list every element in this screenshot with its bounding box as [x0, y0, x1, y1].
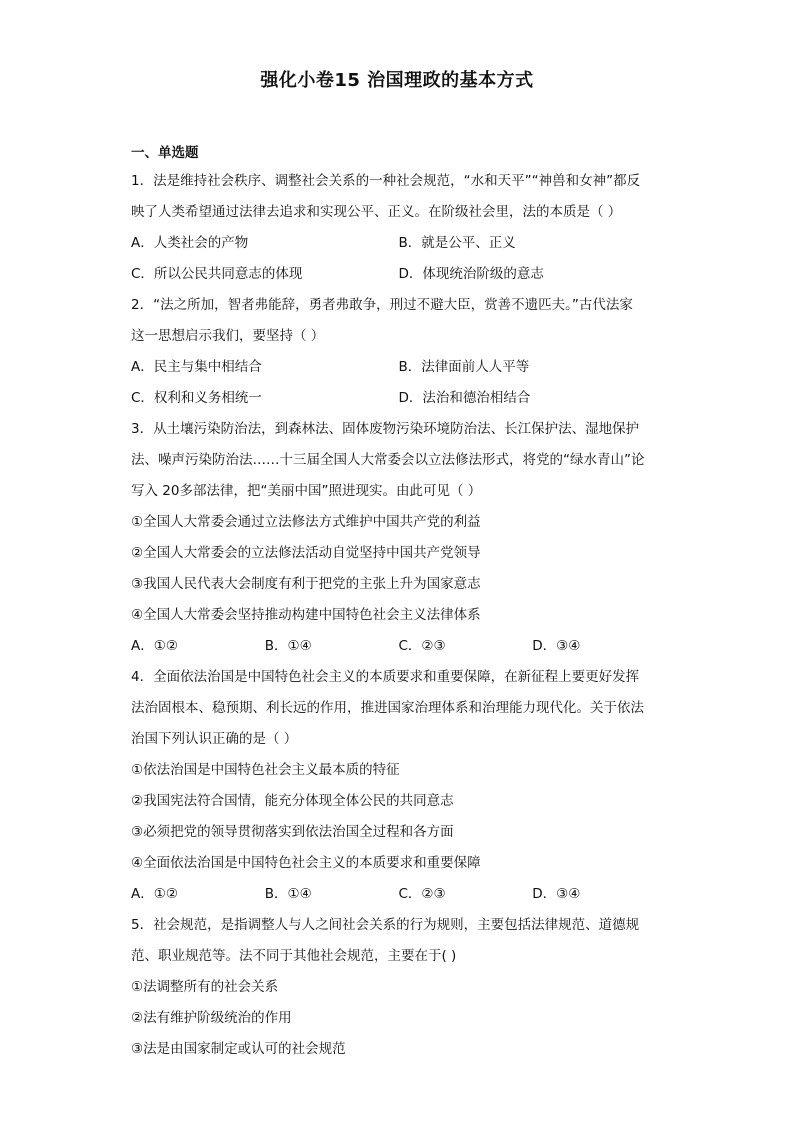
question-4-stem-line: 治国下列认识正确的是（ ）: [131, 731, 298, 747]
document-body: [131, 141, 666, 1065]
question-3-option-c: C．②③: [398, 638, 446, 654]
question-2: [131, 290, 666, 414]
question-4-stem-line: 法治固根本、稳预期、利长远的作用，推进国家治理体系和治理能力现代化。关于依法: [131, 700, 644, 716]
question-3-statement-1: ①全国人大常委会通过立法修法方式维护中国共产党的利益: [131, 514, 481, 530]
question-3-option-a: A．①②: [131, 638, 178, 654]
question-5-stem-line: 范、职业规范等。法不同于其他社会规范，主要在于( ): [131, 948, 457, 964]
question-2-option-a: A．民主与集中相结合: [131, 359, 262, 375]
question-4: [131, 662, 666, 910]
question-5-statement-1: ①法调整所有的社会关系: [131, 979, 279, 995]
question-2-stem-line: 2．“法之所加，智者弗能辞，勇者弗敢争，刑过不避大臣，赏善不遗匹夫。”古代法家: [131, 297, 633, 313]
question-1: [131, 166, 666, 290]
question-5-statement-2: ②法有维护阶级统治的作用: [131, 1010, 292, 1026]
question-1-stem-line: 映了人类希望通过法律去追求和实现公平、正义。在阶级社会里，法的本质是（ ）: [131, 204, 622, 220]
question-1-option-a: A．人类社会的产物: [131, 235, 249, 251]
question-3-stem-line: 法、噪声污染防治法……十三届全国人大常委会以立法修法形式，将党的“绿水青山”论: [131, 452, 645, 468]
page-title: 强化小卷15 治国理政的基本方式: [260, 70, 534, 91]
question-4-options-row: [131, 879, 666, 910]
question-2-option-b: B．法律面前人人平等: [398, 359, 530, 375]
question-1-option-b: B．就是公平、正义: [398, 235, 516, 251]
question-2-stem-line: 这一思想启示我们，要坚持（ ）: [131, 328, 325, 344]
question-1-options-row: [131, 228, 666, 259]
question-1-options-row: [131, 259, 666, 290]
question-4-option-b: B．①④: [264, 886, 312, 902]
question-3-statement-3: ③我国人民代表大会制度有利于把党的主张上升为国家意志: [131, 576, 481, 592]
question-2-option-d: D．法治和德治相结合: [398, 390, 531, 406]
question-2-options-row: [131, 352, 666, 383]
question-4-stem-line: 4．全面依法治国是中国特色社会主义的本质要求和重要保障，在新征程上要更好发挥: [131, 669, 640, 685]
question-5: [131, 910, 666, 1065]
question-2-options-row: [131, 383, 666, 414]
question-1-stem-line: 1．法是维持社会秩序、调整社会关系的一种社会规范，“水和天平”“神兽和女神”都反: [131, 173, 641, 189]
question-3-option-b: B．①④: [264, 638, 312, 654]
question-1-option-d: D．体现统治阶级的意志: [398, 266, 544, 282]
question-5-stem-line: 5．社会规范，是指调整人与人之间社会关系的行为规则，主要包括法律规范、道德规: [131, 917, 640, 933]
question-2-option-c: C．权利和义务相统一: [131, 390, 262, 406]
question-4-statement-1: ①依法治国是中国特色社会主义最本质的特征: [131, 762, 400, 778]
question-4-option-a: A．①②: [131, 886, 178, 902]
question-3-statement-4: ④全国人大常委会坚持推动构建中国特色社会主义法律体系: [131, 607, 481, 623]
question-4-option-c: C．②③: [398, 886, 446, 902]
question-1-option-c: C．所以公民共同意志的体现: [131, 266, 303, 282]
question-3-option-d: D．③④: [532, 638, 581, 654]
question-3-options-row: [131, 631, 666, 662]
question-5-statement-3: ③法是由国家制定或认可的社会规范: [131, 1041, 346, 1057]
question-4-statement-3: ③必须把党的领导贯彻落实到依法治国全过程和各方面: [131, 824, 454, 840]
section-heading: 一、单选题: [131, 145, 199, 161]
question-3-stem-line: 写入 20多部法律，把“美丽中国”照进现实。由此可见（ ）: [131, 483, 482, 499]
question-4-option-d: D．③④: [532, 886, 581, 902]
question-4-statement-2: ②我国宪法符合国情，能充分体现全体公民的共同意志: [131, 793, 454, 809]
question-4-statement-4: ④全面依法治国是中国特色社会主义的本质要求和重要保障: [131, 855, 481, 871]
question-3-statement-2: ②全国人大常委会的立法修法活动自觉坚持中国共产党领导: [131, 545, 481, 561]
question-3: [131, 414, 666, 662]
question-3-stem-line: 3．从土壤污染防治法，到森林法、固体废物污染环境防治法、长江保护法、湿地保护: [131, 421, 640, 437]
